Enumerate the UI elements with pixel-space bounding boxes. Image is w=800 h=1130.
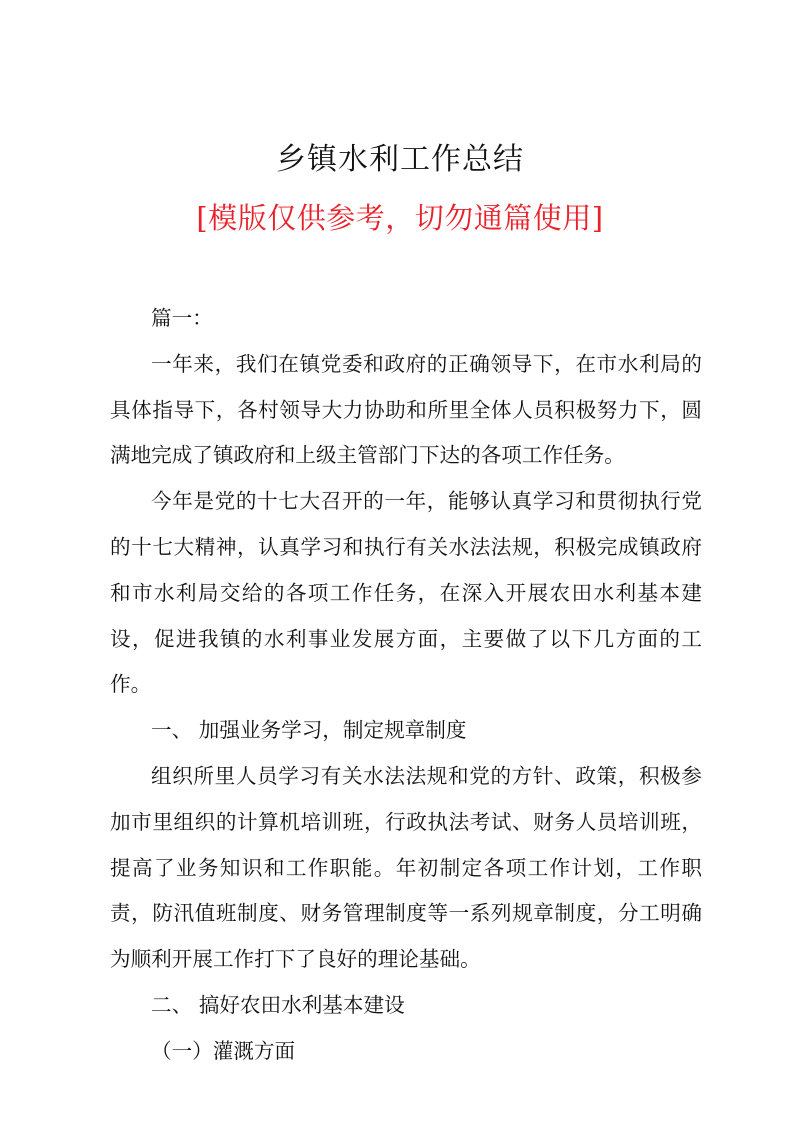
- template-notice: [模版仅供参考，切勿通篇使用]: [196, 201, 604, 235]
- section-heading: 二、 搞好农田水利基本建设: [151, 992, 405, 1017]
- document-body: [110, 296, 702, 1075]
- subsection-heading: （一）灌溉方面: [151, 1038, 296, 1063]
- section-heading: 一、 加强业务学习，制定规章制度: [151, 718, 467, 743]
- body-paragraph: 一年来，我们在镇党委和政府的正确领导下，在市水利局的具体指导下，各村领导大力协助和所里全体人员积极努力下，圆满地完成了镇政府和上级主管部门下达的各项工作任务。: [110, 351, 702, 468]
- section-label: 篇一：: [151, 306, 213, 330]
- body-paragraph: 组织所里人员学习有关水法法规和党的方针、政策，积极参加市里组织的计算机培训班，行政执法考试、财务人员培训班，提高了业务知识和工作职能。年初制定各项工作计划，工作职责，防汛值班制度、财务管理制度等一系列规章制度，分工明确为顺利开展工作打下了良好的理论基础。: [110, 763, 702, 972]
- body-paragraph: 今年是党的十七大召开的一年，能够认真学习和贯彻执行党的十七大精神，认真学习和执行有关水法法规，积极完成镇政府和市水利局交给的各项工作任务，在深入开展农田水利基本建设，促进我镇的水利事业发展方面，主要做了以下几方面的工作。: [110, 489, 702, 697]
- document-title: 乡镇水利工作总结: [276, 142, 524, 177]
